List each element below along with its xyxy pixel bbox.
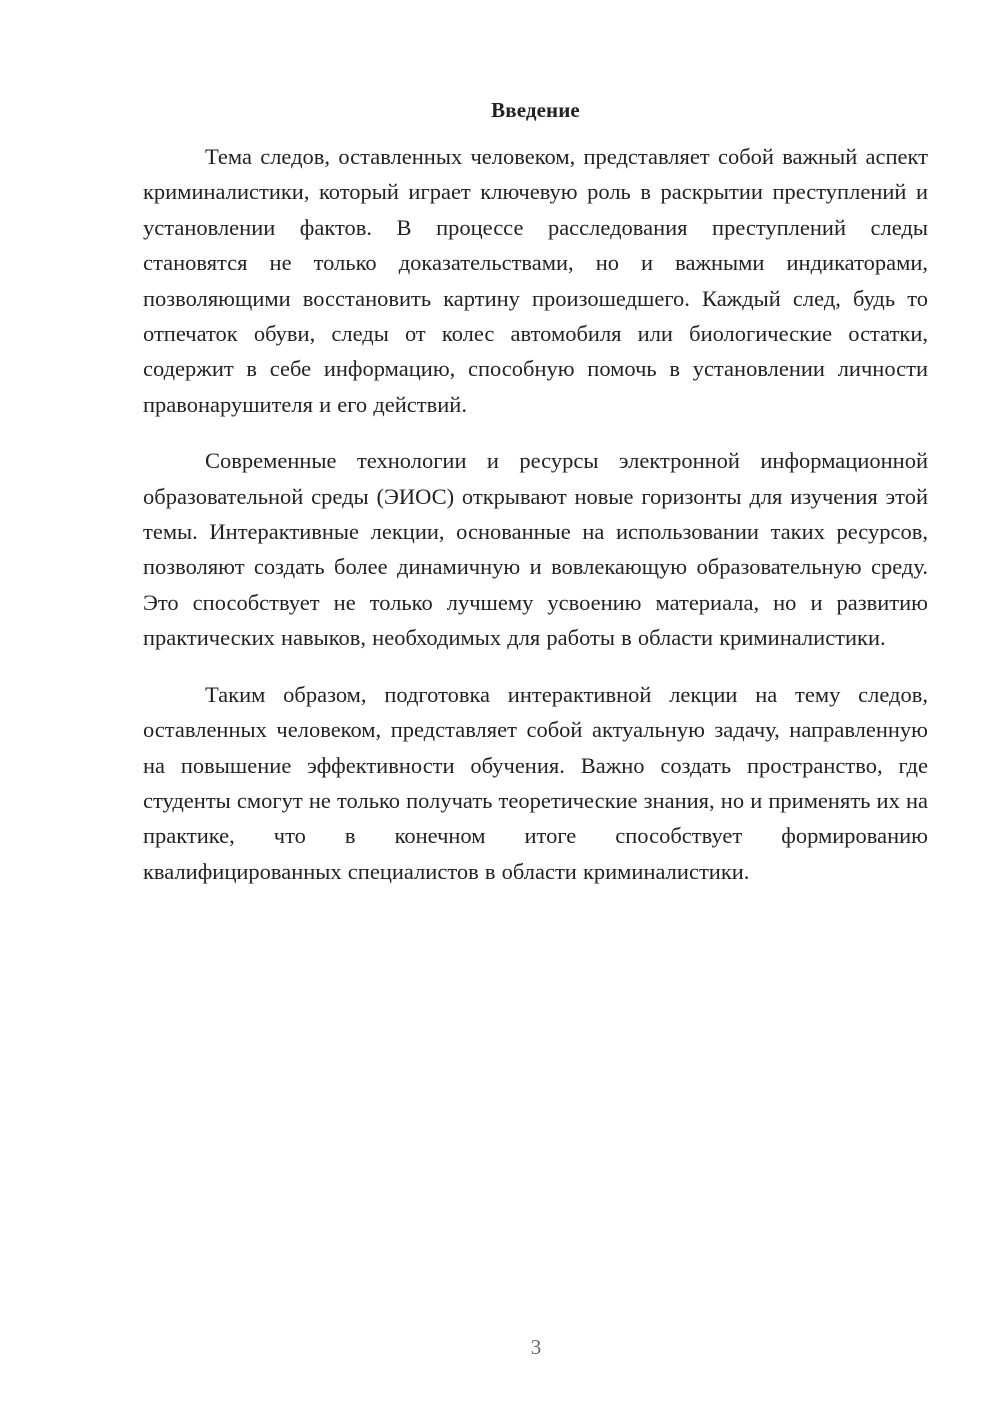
- paragraph-1: Тема следов, оставленных человеком, представляет собой важный аспект криминалистики, который играет ключевую роль в раскрытии преступлений и установлении фактов. В процессе расследования преступлений следы становятся не только доказательствами, но и важными индикаторами, позволяющими восстановить картину произошедшего. Каждый след, будь то отпечаток обуви, следы от колес автомобиля или биологические остатки, содержит в себе информацию, способную помочь в установлении личности правонарушителя и его действий.: [143, 144, 928, 417]
- section-heading: Введение: [491, 98, 580, 122]
- paragraph-3: Таким образом, подготовка интерактивной лекции на тему следов, оставленных человеком, представляет собой актуальную задачу, направленную на повышение эффективности обучения. Важно создать пространство, где студенты смогут не только получать теоретические знания, но и применять их на практике, что в конечном итоге способствует формированию квалифицированных специалистов в области криминалистики.: [143, 681, 928, 884]
- page-number: 3: [530, 1335, 542, 1359]
- paragraph-2: Современные технологии и ресурсы электронной информационной образовательной среды (ЭИОС) открывают новые горизонты для изучения этой темы. Интерактивные лекции, основанные на использовании таких ресурсов, позволяют создать более динамичную и вовлекающую образовательную среду. Это способствует не только лучшему усвоению материала, но и развитию практических навыков, необходимых для работы в области криминалистики.: [143, 448, 928, 651]
- page-content: [143, 95, 928, 889]
